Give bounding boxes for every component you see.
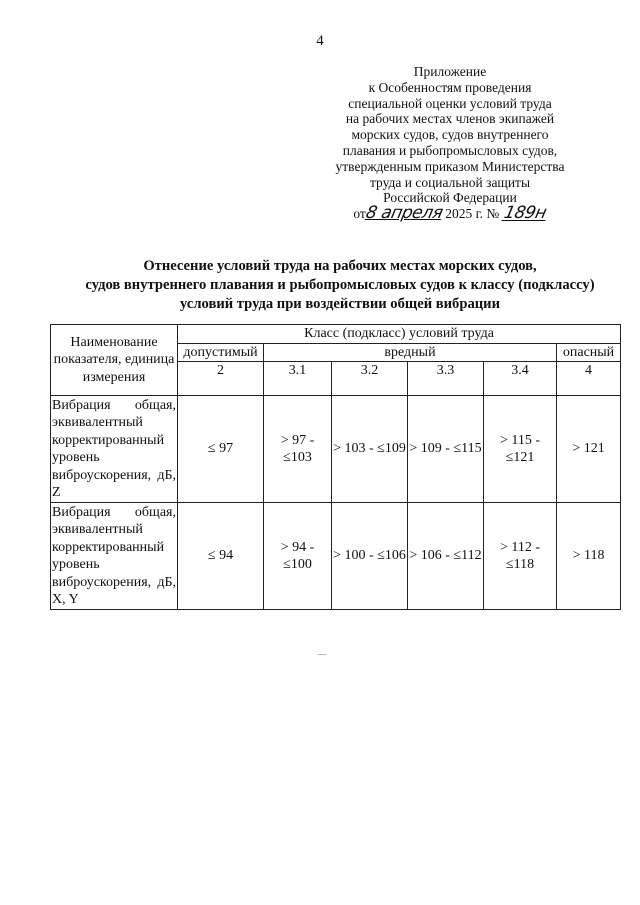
class-code: 3.1	[264, 362, 332, 396]
class-header: Класс (подкласс) условий труда	[178, 325, 621, 344]
group-harmful: вредный	[264, 343, 557, 362]
row-label: Вибрация общая, эквивалентный корректированный уровень виброускорения, дБ, X, Y	[51, 503, 178, 610]
row-label: Вибрация общая, эквивалентный корректированный уровень виброускорения, дБ, Z	[51, 396, 178, 503]
appendix-line: утвержденным приказом Министерства	[335, 158, 565, 174]
table-cell: ≤ 97	[178, 396, 264, 503]
vibration-class-table	[50, 324, 621, 610]
order-number-handwritten: 189н	[501, 203, 548, 224]
appendix-line: плавания и рыбопромысловых судов,	[342, 142, 558, 158]
appendix-line: Российской Федерации	[383, 190, 517, 206]
table-cell: > 94 - ≤100	[264, 503, 332, 610]
table-cell: > 100 - ≤106	[332, 503, 408, 610]
header-row	[51, 325, 621, 344]
table-row	[51, 396, 621, 503]
document-title	[40, 257, 640, 314]
title-line: судов внутреннего плавания и рыбопромысловых судов к классу (подклассу)	[85, 277, 595, 293]
class-code: 3.2	[332, 362, 408, 396]
appendix-line: к Особенностям проведения	[368, 79, 532, 95]
table-cell: > 118	[557, 503, 621, 610]
indicator-header: Наименование показателя, единица измерения	[51, 325, 178, 396]
group-dangerous: опасный	[557, 343, 621, 362]
appendix-line: Приложение	[413, 64, 487, 79]
class-code: 4	[557, 362, 621, 396]
class-code: 3.4	[484, 362, 557, 396]
order-date-handwritten: 8 апреля	[363, 203, 445, 224]
appendix-line: специальной оценки условий труда	[348, 95, 552, 111]
table-cell: > 103 - ≤109	[332, 396, 408, 503]
class-code: 2	[178, 362, 264, 396]
appendix-block	[330, 64, 570, 222]
page-number: 4	[316, 33, 324, 49]
table-cell: > 109 - ≤115	[408, 396, 484, 503]
order-date-line	[330, 203, 570, 224]
table-cell: > 112 - ≤118	[484, 503, 557, 610]
appendix-line: труда и социальной защиты	[369, 174, 531, 190]
title-line: условий труда при воздействии общей вибрации	[180, 296, 500, 312]
table-cell: > 97 - ≤103	[264, 396, 332, 503]
scan-artifact	[318, 654, 326, 655]
class-code: 3.3	[408, 362, 484, 396]
table-cell: > 121	[557, 396, 621, 503]
order-year: 2025 г. №	[445, 206, 500, 222]
title-line: Отнесение условий труда на рабочих местах морских судов,	[143, 258, 537, 274]
table-row	[51, 503, 621, 610]
order-prefix: от	[353, 206, 366, 222]
table-cell: ≤ 94	[178, 503, 264, 610]
appendix-line: на рабочих местах членов экипажей	[345, 111, 555, 127]
table-cell: > 106 - ≤112	[408, 503, 484, 610]
group-permissible: допустимый	[178, 343, 264, 362]
table-cell: > 115 - ≤121	[484, 396, 557, 503]
appendix-line: морских судов, судов внутреннего	[351, 127, 549, 143]
